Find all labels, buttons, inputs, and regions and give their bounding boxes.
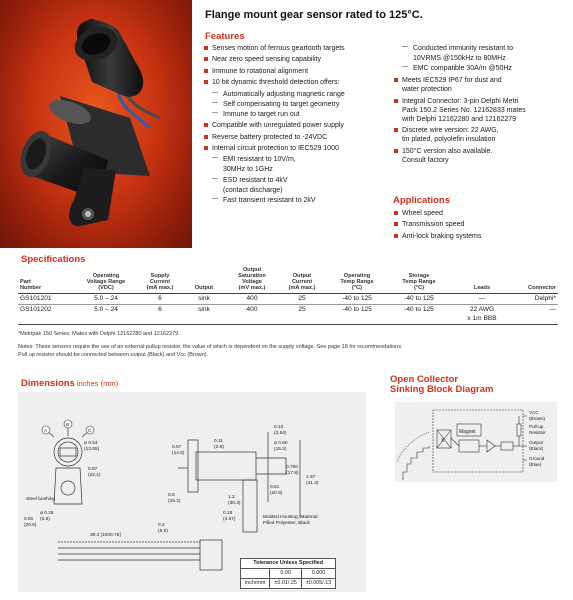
feature-item: Discrete wire version: 22 AWG, tin plated, polyolefin insulation — [393, 126, 569, 144]
table-note: Notes: These sensors require the use of an external pullup resistor, the value of which is dependent on the supply voltage. See page 18 for recommendations. — [18, 344, 403, 350]
tolerance-title: Tolerance Unless Specified — [240, 558, 336, 568]
dim-label: 0.18 — [223, 511, 233, 516]
cell-storage-temp: -40 to 125 — [388, 293, 450, 305]
dim-label: (2.54) — [274, 431, 287, 436]
dim-label: (6.6) — [40, 517, 50, 522]
lead-length-label: 39.4 [1000.76] — [90, 533, 121, 538]
dim-label: (4.57) — [223, 517, 236, 522]
feature-item: 10 bit dynamic threshold detection offers: — [203, 78, 393, 87]
application-item: Transmission speed — [393, 220, 481, 229]
feature-item: Compatible with unregulated power supply — [203, 121, 393, 130]
dim-label: (20.6) — [24, 523, 37, 528]
col-storage-temp: Storage Temp Range (°C) — [388, 266, 450, 293]
dim-label: 0.87 — [88, 467, 98, 472]
dim-label: (14.5) — [172, 451, 185, 456]
block-diagram — [395, 402, 557, 482]
block-diagram-svg — [395, 402, 557, 482]
feature-item: 150°C version also available. Consult factory — [393, 147, 569, 165]
dim-label: 0.11 — [214, 439, 223, 444]
feature-item: Internal circuit protection to IEC529 1000 — [203, 144, 393, 153]
col-connector: Connector — [514, 266, 558, 293]
applications-heading: Applications — [393, 195, 451, 206]
dim-label: 0.6 — [168, 493, 175, 498]
cell-connector: — — [514, 305, 558, 325]
gear-sensor-image — [0, 0, 192, 248]
feature-item: Immune to rotational alignment — [203, 67, 393, 76]
col-output: Output — [182, 266, 226, 293]
dim-label: 1.67 — [306, 475, 316, 480]
application-item: Wheel speed — [393, 209, 481, 218]
dim-label: (5.0) — [158, 529, 168, 534]
table-row — [18, 293, 558, 305]
dim-label: 0.57 — [172, 445, 182, 450]
mold-note: Molded Housing, Material: — [263, 515, 319, 520]
table-header-row — [18, 266, 558, 293]
dim-label: (20.6) — [270, 491, 283, 496]
col-supply: Supply Current (mA max.) — [138, 266, 182, 293]
vcc-brown-label: (Brown) — [529, 416, 546, 421]
tolerance-table — [240, 568, 336, 589]
feature-subitem: — Self compensating to target geometry — [203, 100, 393, 109]
features-right-column — [393, 44, 569, 167]
cell-leads: — — [450, 293, 514, 305]
page-title: Flange mount gear sensor rated to 125°C. — [205, 9, 423, 21]
dim-label: ⌀ 0.26 — [40, 511, 54, 516]
table-row: inch/mm ±0.01/.25 ±0.005/.13 — [241, 579, 336, 589]
application-item: Anti-lock braking systems — [393, 232, 481, 241]
specifications-table — [18, 266, 558, 325]
dim-label: (22.1) — [88, 473, 101, 478]
cell-operating-temp: -40 to 125 — [326, 293, 388, 305]
feature-item: Senses motion of ferrous geartooth targets — [203, 44, 393, 53]
dim-label: ⌀ 0.54 — [84, 441, 98, 446]
black-label: (Black) — [529, 446, 544, 451]
feature-subitem: — Conducted immunity resistant to — [393, 44, 569, 53]
vcc-label: VCC — [529, 410, 539, 415]
col-voltage: Operating Voltage Range (VDC) — [74, 266, 138, 293]
cell-part: GS101202 — [18, 305, 74, 325]
feature-subitem: — ESD resistant to 4kV — [203, 176, 393, 185]
pin-c-label: C — [88, 429, 92, 434]
cell-supply: 6 — [138, 305, 182, 325]
dim-label: 0.81 — [24, 517, 34, 522]
col-operating-temp: Operating Temp Range (°C) — [326, 266, 388, 293]
feature-subitem: — EMI resistant to 10V/m, — [203, 155, 393, 164]
resistor-label: Resistor — [529, 430, 546, 435]
feature-item: Meets IEC529 IP67 for dust and water protection — [393, 76, 569, 94]
feature-subitem: — Immune to target run out — [203, 110, 393, 119]
table-row — [18, 305, 558, 325]
dim-label: (2.8) — [214, 445, 224, 450]
table-footnote: *Metripak 150 Series. Mates with Delphi 12162280 and 12162279. — [18, 331, 180, 337]
pin-a-label: A — [44, 429, 48, 434]
tolerance-table-wrap — [240, 558, 336, 589]
cell-storage-temp: -40 to 125 — [388, 305, 450, 325]
feature-item: Near zero speed sensing capability — [203, 55, 393, 64]
dim-label: (41.3) — [306, 481, 319, 486]
feature-subitem: — EMC compatible 30A/m @50Hz — [393, 64, 569, 73]
blue-label: (Blue) — [529, 462, 542, 467]
dim-label: 0.2 — [158, 523, 165, 528]
cell-saturation: 400 — [226, 305, 278, 325]
feature-item: Reverse battery protected to -24VDC — [203, 133, 393, 142]
dim-label: (30.4) — [228, 501, 241, 506]
dimensions-drawing — [18, 392, 366, 592]
feature-subitem-cont: 10VRMS @150kHz to 80MHz — [413, 55, 506, 63]
cell-part: GS101201 — [18, 293, 74, 305]
feature-subitem-cont: 30MHz to 1GHz — [223, 166, 273, 174]
cell-output: sink — [182, 305, 226, 325]
cell-saturation: 400 — [226, 293, 278, 305]
dim-label: (15.2) — [274, 447, 287, 452]
feature-subitem: — Automatically adjusting magnetic range — [203, 90, 393, 99]
cell-output: sink — [182, 293, 226, 305]
dimensions-heading: Dimensions inches (mm) — [21, 378, 119, 389]
cell-output-current: 25 — [278, 305, 326, 325]
col-part: Part Number — [18, 266, 74, 293]
cell-output-current: 25 — [278, 293, 326, 305]
block-diagram-heading: Open Collector Sinking Block Diagram — [390, 374, 494, 396]
ground-label: Ground — [529, 456, 545, 461]
mold-note: Filled Polyester, Black — [263, 521, 310, 526]
features-left-column — [203, 44, 393, 206]
feature-subitem: — Fast transient resistant to 2kV — [203, 196, 393, 205]
pullup-label: Pull-up — [529, 424, 544, 429]
specifications-heading: Specifications — [21, 254, 86, 265]
pin-b-label: B — [66, 423, 70, 428]
cell-voltage: 5.0 – 24 — [74, 305, 138, 325]
dim-label: (15.2) — [168, 499, 181, 504]
col-saturation: Output Saturation Voltage (mV max.) — [226, 266, 278, 293]
cell-connector: Delphi* — [514, 293, 558, 305]
cell-supply: 6 — [138, 293, 182, 305]
dim-label: (17.8) — [286, 471, 299, 476]
dim-label: 0.81 — [270, 485, 280, 490]
applications-list — [393, 209, 481, 243]
dim-label: 0.10 — [274, 425, 284, 430]
col-output-current: Output Current (mA max.) — [278, 266, 326, 293]
dim-label: Steel bushing — [26, 497, 56, 502]
x-label: X — [441, 438, 445, 444]
dim-label: 0.700 — [286, 465, 299, 470]
col-leads: Leads — [450, 266, 514, 293]
output-label: Output — [529, 440, 543, 445]
magnet-label: Magnet — [459, 429, 476, 435]
feature-subitem-cont: (contact discharge) — [223, 186, 283, 194]
features-heading: Features — [205, 31, 245, 42]
dim-label: ⌀ 0.60 — [274, 441, 288, 446]
feature-item: Integral Connector: 3-pin Delphi Metri Pack 150.2 Series No. 12162833 mates with Delphi 12162280 and 12162279 — [393, 97, 569, 124]
table-row: 0.00 0.000 — [241, 569, 336, 579]
dim-label: 1.2 — [228, 495, 235, 500]
dim-label: (13.65) — [84, 447, 100, 452]
cell-voltage: 5.0 – 24 — [74, 293, 138, 305]
cell-leads: 22 AWG x 1m BBB — [450, 305, 514, 325]
product-photo — [0, 0, 192, 248]
cell-operating-temp: -40 to 125 — [326, 305, 388, 325]
table-note: Pull up resistor should be connected between output (Black) and Vcc (Brown). — [18, 352, 209, 358]
